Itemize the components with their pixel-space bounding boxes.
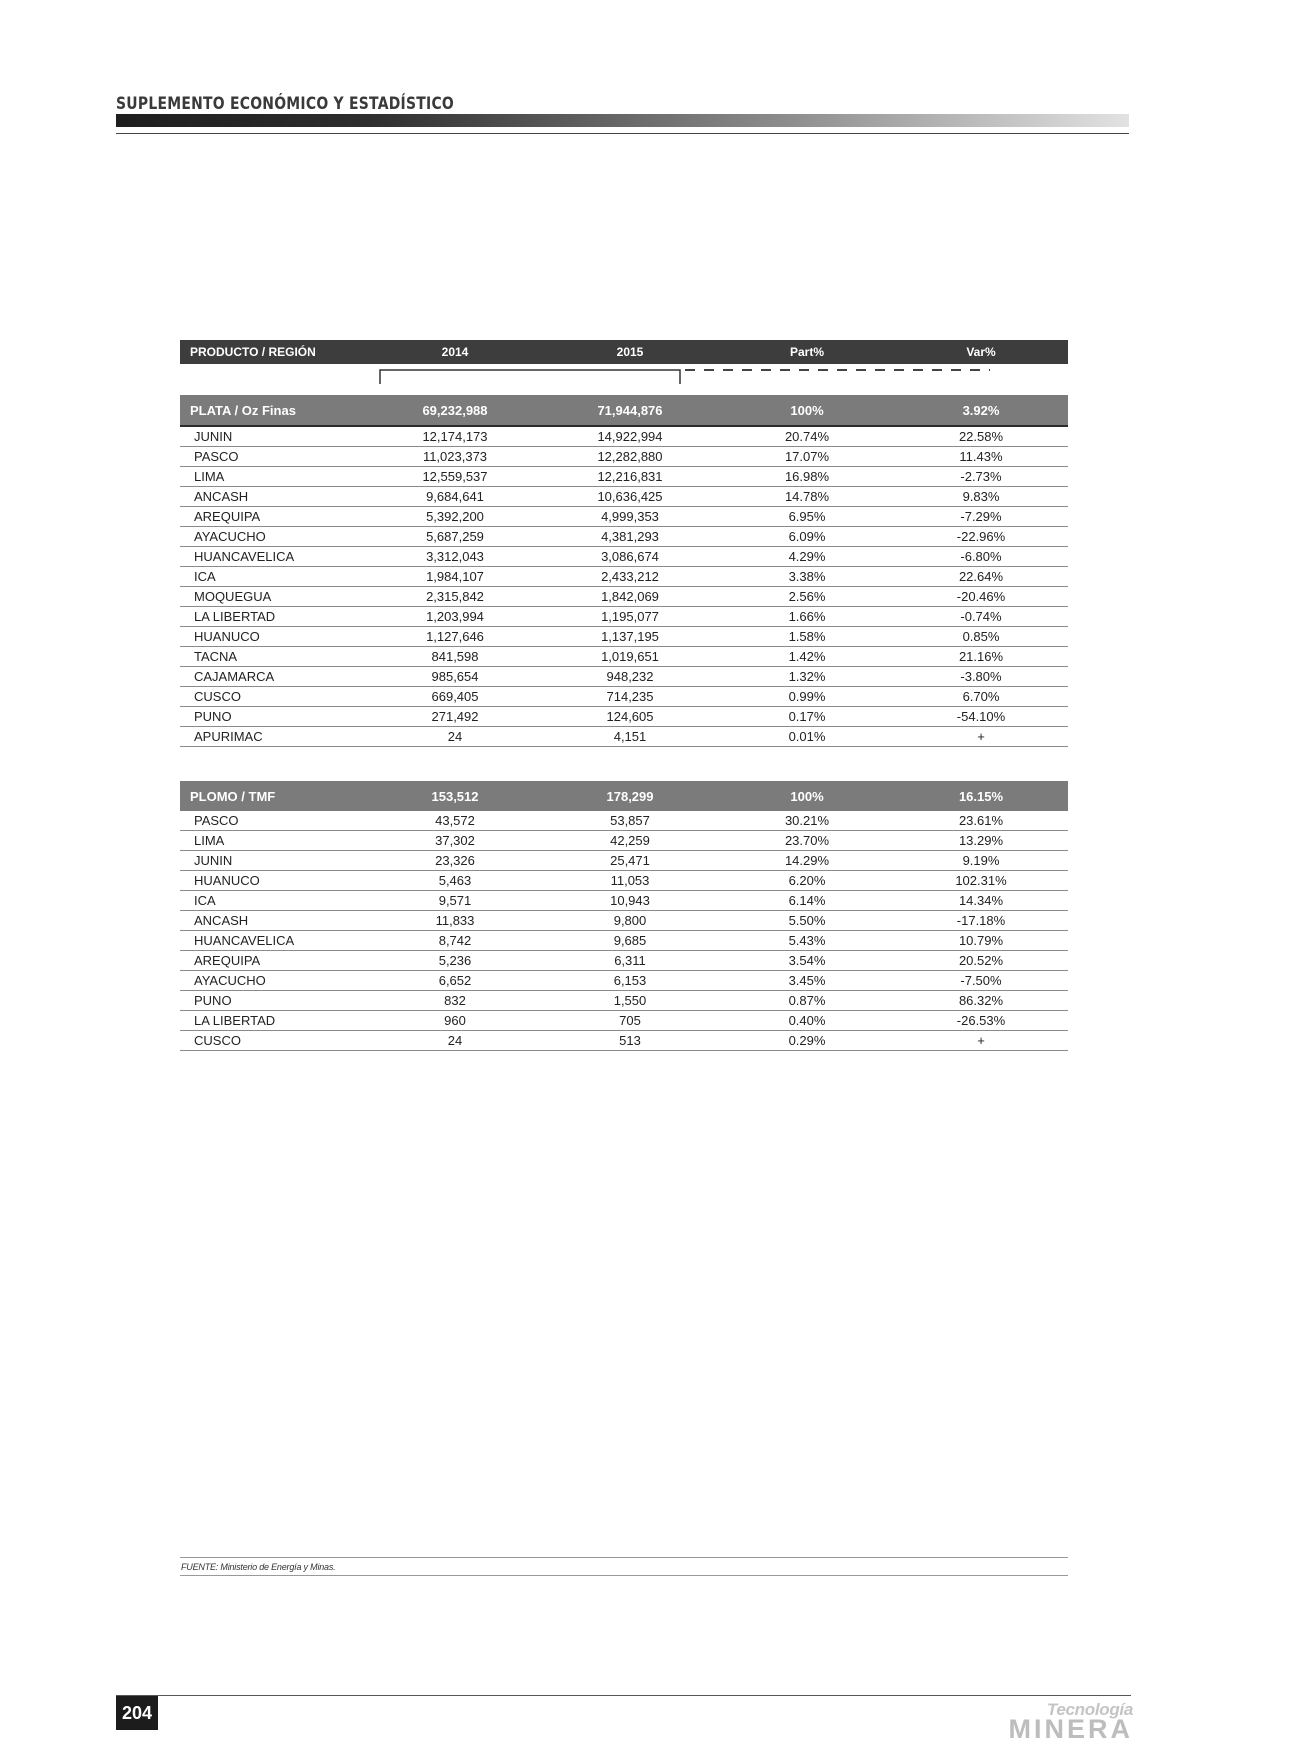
value-cell: 43,572: [370, 811, 540, 831]
region-cell: AYACUCHO: [180, 527, 370, 547]
value-cell: 0.29%: [720, 1031, 894, 1051]
value-cell: 1,203,994: [370, 607, 540, 627]
value-cell: 832: [370, 991, 540, 1011]
value-cell: 11,833: [370, 911, 540, 931]
value-cell: 2.56%: [720, 587, 894, 607]
value-cell: 12,559,537: [370, 467, 540, 487]
value-cell: 3,086,674: [540, 547, 720, 567]
table-row: [180, 507, 1068, 527]
value-cell: 13.29%: [894, 831, 1068, 851]
header-gradient-bar: [116, 114, 1129, 127]
table-row: [180, 607, 1068, 627]
value-cell: -6.80%: [894, 547, 1068, 567]
value-cell: -20.46%: [894, 587, 1068, 607]
table-row: [180, 811, 1068, 831]
value-cell: 1.58%: [720, 627, 894, 647]
table-row: [180, 851, 1068, 871]
value-cell: 25,471: [540, 851, 720, 871]
value-cell: 4,151: [540, 727, 720, 747]
value-cell: 22.58%: [894, 426, 1068, 447]
logo-text-top: Tecnología: [1046, 1700, 1133, 1719]
value-cell: 948,232: [540, 667, 720, 687]
value-cell: -7.50%: [894, 971, 1068, 991]
table-row: [180, 647, 1068, 667]
value-cell: 6.20%: [720, 871, 894, 891]
group-total-cell: 178,299: [540, 781, 720, 811]
group-total-cell: 100%: [720, 781, 894, 811]
value-cell: -26.53%: [894, 1011, 1068, 1031]
section-title: SUPLEMENTO ECONÓMICO Y ESTADÍSTICO: [116, 94, 455, 114]
value-cell: 10.79%: [894, 931, 1068, 951]
region-cell: AYACUCHO: [180, 971, 370, 991]
region-cell: PUNO: [180, 707, 370, 727]
value-cell: -0.74%: [894, 607, 1068, 627]
table-row: [180, 487, 1068, 507]
table-row: [180, 467, 1068, 487]
region-cell: APURIMAC: [180, 727, 370, 747]
region-cell: ANCASH: [180, 911, 370, 931]
value-cell: 11,053: [540, 871, 720, 891]
column-header: 2014: [370, 340, 540, 364]
region-cell: PASCO: [180, 447, 370, 467]
value-cell: 14.78%: [720, 487, 894, 507]
value-cell: 9.83%: [894, 487, 1068, 507]
region-cell: LIMA: [180, 831, 370, 851]
value-cell: 14,922,994: [540, 426, 720, 447]
plata-table: [180, 340, 1068, 747]
value-cell: 12,174,173: [370, 426, 540, 447]
value-cell: 0.40%: [720, 1011, 894, 1031]
table-row: [180, 727, 1068, 747]
value-cell: 5,236: [370, 951, 540, 971]
value-cell: 12,282,880: [540, 447, 720, 467]
value-cell: 6,153: [540, 971, 720, 991]
value-cell: 1,984,107: [370, 567, 540, 587]
region-cell: LA LIBERTAD: [180, 607, 370, 627]
value-cell: 3,312,043: [370, 547, 540, 567]
value-cell: 2,315,842: [370, 587, 540, 607]
column-header: 2015: [540, 340, 720, 364]
value-cell: 1,019,651: [540, 647, 720, 667]
value-cell: 53,857: [540, 811, 720, 831]
value-cell: 6,311: [540, 951, 720, 971]
page-number: 204: [116, 1696, 158, 1730]
group-total-cell: 100%: [720, 395, 894, 426]
region-cell: ICA: [180, 567, 370, 587]
value-cell: 9,685: [540, 931, 720, 951]
value-cell: 11.43%: [894, 447, 1068, 467]
value-cell: +: [894, 1031, 1068, 1051]
table-row: [180, 567, 1068, 587]
value-cell: 1.42%: [720, 647, 894, 667]
value-cell: +: [894, 727, 1068, 747]
value-cell: 1.66%: [720, 607, 894, 627]
region-cell: PASCO: [180, 811, 370, 831]
table-row: [180, 707, 1068, 727]
value-cell: 1,127,646: [370, 627, 540, 647]
value-cell: 23,326: [370, 851, 540, 871]
value-cell: 1,550: [540, 991, 720, 1011]
table-row: [180, 971, 1068, 991]
group-total-cell: 3.92%: [894, 395, 1068, 426]
value-cell: 705: [540, 1011, 720, 1031]
region-cell: CUSCO: [180, 1031, 370, 1051]
column-header: Var%: [894, 340, 1068, 364]
value-cell: 86.32%: [894, 991, 1068, 1011]
value-cell: 30.21%: [720, 811, 894, 831]
region-cell: ANCASH: [180, 487, 370, 507]
value-cell: 124,605: [540, 707, 720, 727]
value-cell: 6.09%: [720, 527, 894, 547]
region-cell: JUNIN: [180, 426, 370, 447]
value-cell: 985,654: [370, 667, 540, 687]
region-cell: PUNO: [180, 991, 370, 1011]
value-cell: 0.01%: [720, 727, 894, 747]
value-cell: 14.34%: [894, 891, 1068, 911]
value-cell: 24: [370, 1031, 540, 1051]
value-cell: 960: [370, 1011, 540, 1031]
value-cell: 9,571: [370, 891, 540, 911]
value-cell: 4,381,293: [540, 527, 720, 547]
value-cell: 21.16%: [894, 647, 1068, 667]
header-rule: [116, 133, 1129, 134]
value-cell: 23.61%: [894, 811, 1068, 831]
bracket-cell: [180, 364, 1068, 395]
region-cell: MOQUEGUA: [180, 587, 370, 607]
group-total-row: [180, 395, 1068, 426]
value-cell: 9,684,641: [370, 487, 540, 507]
value-cell: 17.07%: [720, 447, 894, 467]
value-cell: -22.96%: [894, 527, 1068, 547]
region-cell: AREQUIPA: [180, 507, 370, 527]
value-cell: 5,392,200: [370, 507, 540, 527]
value-cell: 4.29%: [720, 547, 894, 567]
value-cell: 2,433,212: [540, 567, 720, 587]
column-header-row: [180, 340, 1068, 364]
table-row: [180, 627, 1068, 647]
table-row: [180, 547, 1068, 567]
value-cell: 14.29%: [720, 851, 894, 871]
value-cell: 6.95%: [720, 507, 894, 527]
group-name: PLATA / Oz Finas: [180, 395, 370, 426]
value-cell: 8,742: [370, 931, 540, 951]
value-cell: 0.99%: [720, 687, 894, 707]
column-header: PRODUCTO / REGIÓN: [180, 340, 370, 364]
value-cell: 6.14%: [720, 891, 894, 911]
value-cell: -17.18%: [894, 911, 1068, 931]
table-row: [180, 426, 1068, 447]
group-total-cell: 71,944,876: [540, 395, 720, 426]
value-cell: 841,598: [370, 647, 540, 667]
value-cell: 6.70%: [894, 687, 1068, 707]
source-note: FUENTE: Ministerio de Energía y Minas.: [181, 1562, 336, 1572]
table-row: [180, 871, 1068, 891]
value-cell: 271,492: [370, 707, 540, 727]
value-cell: 11,023,373: [370, 447, 540, 467]
value-cell: 5.50%: [720, 911, 894, 931]
footer-rule-top: [180, 1557, 1068, 1558]
region-cell: TACNA: [180, 647, 370, 667]
region-cell: CUSCO: [180, 687, 370, 707]
table-row: [180, 931, 1068, 951]
value-cell: 1,137,195: [540, 627, 720, 647]
value-cell: 3.45%: [720, 971, 894, 991]
value-cell: 102.31%: [894, 871, 1068, 891]
bracket-row: [180, 364, 1068, 395]
table-row: [180, 951, 1068, 971]
value-cell: -2.73%: [894, 467, 1068, 487]
value-cell: 513: [540, 1031, 720, 1051]
value-cell: 42,259: [540, 831, 720, 851]
region-cell: ICA: [180, 891, 370, 911]
logo-text-bottom: MINERA: [1008, 1714, 1133, 1744]
table-row: [180, 687, 1068, 707]
value-cell: 37,302: [370, 831, 540, 851]
region-cell: HUANCAVELICA: [180, 931, 370, 951]
table-row: [180, 911, 1068, 931]
region-cell: JUNIN: [180, 851, 370, 871]
value-cell: 10,943: [540, 891, 720, 911]
value-cell: -54.10%: [894, 707, 1068, 727]
publication-logo: [966, 1700, 1136, 1744]
region-cell: LA LIBERTAD: [180, 1011, 370, 1031]
value-cell: 714,235: [540, 687, 720, 707]
plomo-table: [180, 781, 1068, 1051]
table-row: [180, 831, 1068, 851]
table-row: [180, 527, 1068, 547]
group-total-cell: 16.15%: [894, 781, 1068, 811]
value-cell: 669,405: [370, 687, 540, 707]
value-cell: 24: [370, 727, 540, 747]
group-total-cell: 69,232,988: [370, 395, 540, 426]
value-cell: 5.43%: [720, 931, 894, 951]
value-cell: -3.80%: [894, 667, 1068, 687]
region-cell: CAJAMARCA: [180, 667, 370, 687]
table-row: [180, 667, 1068, 687]
value-cell: 23.70%: [720, 831, 894, 851]
region-cell: LIMA: [180, 467, 370, 487]
value-cell: 6,652: [370, 971, 540, 991]
value-cell: -7.29%: [894, 507, 1068, 527]
value-cell: 3.54%: [720, 951, 894, 971]
table-row: [180, 1031, 1068, 1051]
value-cell: 3.38%: [720, 567, 894, 587]
page-bottom-rule: [116, 1695, 1131, 1696]
region-cell: HUANCAVELICA: [180, 547, 370, 567]
region-cell: HUANUCO: [180, 627, 370, 647]
value-cell: 9,800: [540, 911, 720, 931]
value-cell: 20.52%: [894, 951, 1068, 971]
table-row: [180, 991, 1068, 1011]
value-cell: 5,463: [370, 871, 540, 891]
value-cell: 22.64%: [894, 567, 1068, 587]
value-cell: 9.19%: [894, 851, 1068, 871]
value-cell: 4,999,353: [540, 507, 720, 527]
value-cell: 20.74%: [720, 426, 894, 447]
column-header: Part%: [720, 340, 894, 364]
value-cell: 5,687,259: [370, 527, 540, 547]
value-cell: 10,636,425: [540, 487, 720, 507]
group-name: PLOMO / TMF: [180, 781, 370, 811]
value-cell: 16.98%: [720, 467, 894, 487]
bracket-decoration: [180, 364, 1068, 395]
table-row: [180, 1011, 1068, 1031]
table-row: [180, 587, 1068, 607]
table-row: [180, 447, 1068, 467]
region-cell: HUANUCO: [180, 871, 370, 891]
group-total-cell: 153,512: [370, 781, 540, 811]
value-cell: 1,842,069: [540, 587, 720, 607]
value-cell: 1,195,077: [540, 607, 720, 627]
value-cell: 0.85%: [894, 627, 1068, 647]
value-cell: 12,216,831: [540, 467, 720, 487]
region-cell: AREQUIPA: [180, 951, 370, 971]
value-cell: 1.32%: [720, 667, 894, 687]
value-cell: 0.17%: [720, 707, 894, 727]
footer-rule-bottom: [180, 1575, 1068, 1576]
table-row: [180, 891, 1068, 911]
value-cell: 0.87%: [720, 991, 894, 1011]
group-total-row: [180, 781, 1068, 811]
